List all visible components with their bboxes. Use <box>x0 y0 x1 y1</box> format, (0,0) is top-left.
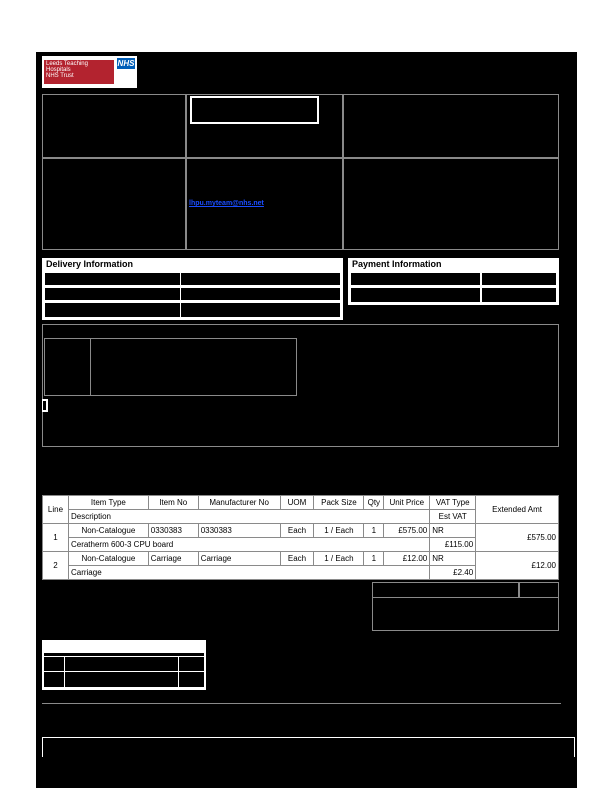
col-header-vat-type: VAT Type <box>430 496 476 510</box>
approval-cell-1-1 <box>44 657 64 671</box>
trust-name-line-2: Hospitals <box>46 67 71 73</box>
delivery-info-title: Delivery Information <box>46 259 134 269</box>
notes-label-cell <box>44 338 91 396</box>
row-qty: 1 <box>364 524 384 538</box>
delivery-info-panel <box>42 258 343 320</box>
info-cell-bottom-left <box>42 158 186 250</box>
payment-info-title: Payment Information <box>352 259 442 269</box>
row-manufacturer-no: Carriage <box>198 552 280 566</box>
table-row <box>43 524 559 538</box>
trust-name-line-3: NHS Trust <box>46 73 74 79</box>
contact-email-link[interactable]: lhpu.myteam@nhs.net <box>189 200 264 207</box>
col-header-description: Description <box>68 510 429 524</box>
table-header-row <box>43 496 559 510</box>
approval-table-header <box>44 653 204 656</box>
row-line-number: 2 <box>43 552 69 580</box>
col-header-pack-size: Pack Size <box>314 496 364 510</box>
col-header-item-type: Item Type <box>68 496 148 510</box>
info-cell-top-right <box>343 94 559 158</box>
col-header-unit-price: Unit Price <box>384 496 430 510</box>
delivery-row-1-value <box>181 273 340 285</box>
payment-row-2-label <box>351 288 480 302</box>
trust-logo <box>42 56 137 88</box>
totals-label-cell <box>372 582 519 598</box>
delivery-row-3-value <box>181 303 340 317</box>
approval-cell-1-3 <box>179 657 204 671</box>
row-description: Carriage <box>68 566 429 580</box>
row-est-vat: £115.00 <box>430 538 476 552</box>
payment-row-1-label <box>351 273 480 285</box>
footer-divider <box>42 703 561 704</box>
payment-row-2-value <box>482 288 556 302</box>
payment-info-panel <box>348 258 559 305</box>
row-uom: Each <box>280 524 314 538</box>
table-row <box>43 552 559 566</box>
row-qty: 1 <box>364 552 384 566</box>
col-header-manufacturer-no: Manufacturer No <box>198 496 280 510</box>
col-header-line: Line <box>43 496 69 524</box>
notes-value-cell <box>90 338 297 396</box>
totals-value-cell <box>519 582 559 598</box>
payment-row-1-value <box>482 273 556 285</box>
row-extended-amt: £12.00 <box>476 552 559 580</box>
row-item-no: Carriage <box>148 552 198 566</box>
delivery-row-1-label <box>45 273 180 285</box>
row-vat-type: NR <box>430 552 476 566</box>
row-item-type: Non-Catalogue <box>68 524 148 538</box>
delivery-row-2-value <box>181 288 340 300</box>
delivery-row-3-label <box>45 303 180 317</box>
row-manufacturer-no: 0330383 <box>198 524 280 538</box>
nhs-logo: NHS <box>117 59 135 68</box>
approval-cell-1-2 <box>65 657 178 671</box>
trust-name-line-1: Leeds Teaching <box>46 61 88 67</box>
footer-box <box>42 737 575 757</box>
info-cell-top-left <box>42 94 186 158</box>
row-pack-size: 1 / Each <box>314 524 364 538</box>
row-unit-price: £12.00 <box>384 552 430 566</box>
order-number-box <box>190 96 319 124</box>
col-header-qty: Qty <box>364 496 384 510</box>
col-header-uom: UOM <box>280 496 314 510</box>
row-description: Ceratherm 600-3 CPU board <box>68 538 429 552</box>
approval-cell-2-3 <box>179 672 204 687</box>
row-unit-price: £575.00 <box>384 524 430 538</box>
row-vat-type: NR <box>430 524 476 538</box>
row-pack-size: 1 / Each <box>314 552 364 566</box>
row-item-no: 0330383 <box>148 524 198 538</box>
row-uom: Each <box>280 552 314 566</box>
approval-cell-2-1 <box>44 672 64 687</box>
delivery-row-2-label <box>45 288 180 300</box>
row-est-vat: £2.40 <box>430 566 476 580</box>
info-cell-bottom-right <box>343 158 559 250</box>
row-item-type: Non-Catalogue <box>68 552 148 566</box>
col-header-extended-amt: Extended Amt <box>476 496 559 524</box>
row-extended-amt: £575.00 <box>476 524 559 552</box>
order-items-table <box>42 495 559 580</box>
row-line-number: 1 <box>43 524 69 552</box>
notes-checkbox-inner <box>43 401 46 410</box>
trust-name-block <box>44 60 114 84</box>
approval-table <box>42 640 206 690</box>
approval-cell-2-2 <box>65 672 178 687</box>
col-header-est-vat: Est VAT <box>430 510 476 524</box>
col-header-item-no: Item No <box>148 496 198 510</box>
